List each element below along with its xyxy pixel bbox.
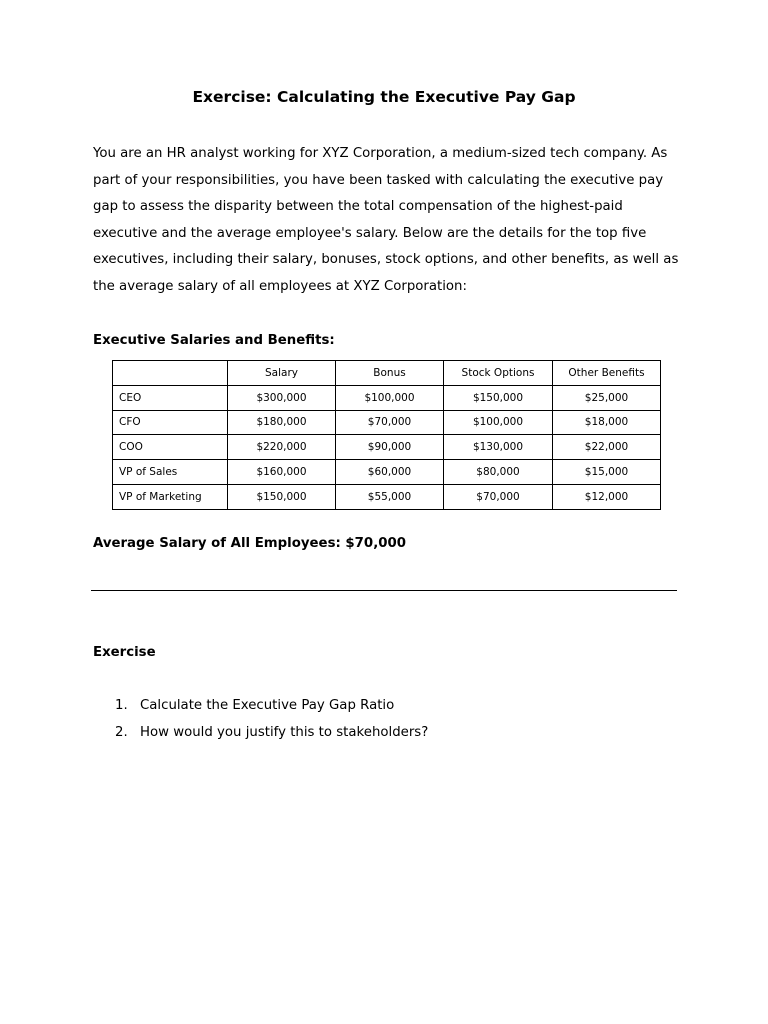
executive-compensation-table [112,360,661,510]
table-row [113,435,661,460]
column-header [113,361,228,386]
table-cell: $100,000 [336,385,444,410]
column-header: Bonus [336,361,444,386]
table-cell: CEO [113,385,228,410]
table-row [113,410,661,435]
list-item [93,720,428,747]
table-cell: $60,000 [336,460,444,485]
table-row [113,484,661,509]
table-cell: VP of Sales [113,460,228,485]
table-cell: $150,000 [228,484,336,509]
table-cell: $160,000 [228,460,336,485]
exercise-questions-list [93,693,428,746]
list-item-text: How would you justify this to stakeholders? [140,724,429,740]
table-cell: VP of Marketing [113,484,228,509]
table-cell: $130,000 [444,435,553,460]
column-header: Other Benefits [553,361,661,386]
table-cell: $90,000 [336,435,444,460]
table-cell: $25,000 [553,385,661,410]
table-cell: $22,000 [553,435,661,460]
table-header-row [113,361,661,386]
column-header: Stock Options [444,361,553,386]
table-cell: $100,000 [444,410,553,435]
horizontal-divider [91,590,677,591]
table-cell: $70,000 [336,410,444,435]
list-item-number: 1. [115,698,128,713]
exercise-heading: Exercise [93,645,156,660]
average-salary-line: Average Salary of All Employees: $70,000 [93,536,406,551]
table-cell: $55,000 [336,484,444,509]
table-cell: $150,000 [444,385,553,410]
table-heading: Executive Salaries and Benefits: [93,333,335,348]
table-cell: $15,000 [553,460,661,485]
document-title: Exercise: Calculating the Executive Pay Gap [192,88,576,106]
table-cell: $180,000 [228,410,336,435]
table-cell: COO [113,435,228,460]
table-cell: $220,000 [228,435,336,460]
table-cell: CFO [113,410,228,435]
table-cell: $18,000 [553,410,661,435]
table-row [113,385,661,410]
table-cell: $300,000 [228,385,336,410]
column-header: Salary [228,361,336,386]
table-cell: $70,000 [444,484,553,509]
list-item-number: 2. [115,724,128,740]
table-row [113,460,661,485]
list-item [93,693,428,720]
intro-paragraph: You are an HR analyst working for XYZ Corporation, a medium-sized tech company. As part of your responsibilities, you have been tasked with calculating the executive pay gap to assess the disparity between the total compensation of the highest-paid executive and the average employee's salary. Below are the details for the top five executives, including their salary, bonuses, stock options, and other benefits, as well as the average salary of all employees at XYZ Corporation: [93,146,679,294]
table-cell: $12,000 [553,484,661,509]
list-item-text: Calculate the Executive Pay Gap Ratio [140,698,395,713]
table-cell: $80,000 [444,460,553,485]
